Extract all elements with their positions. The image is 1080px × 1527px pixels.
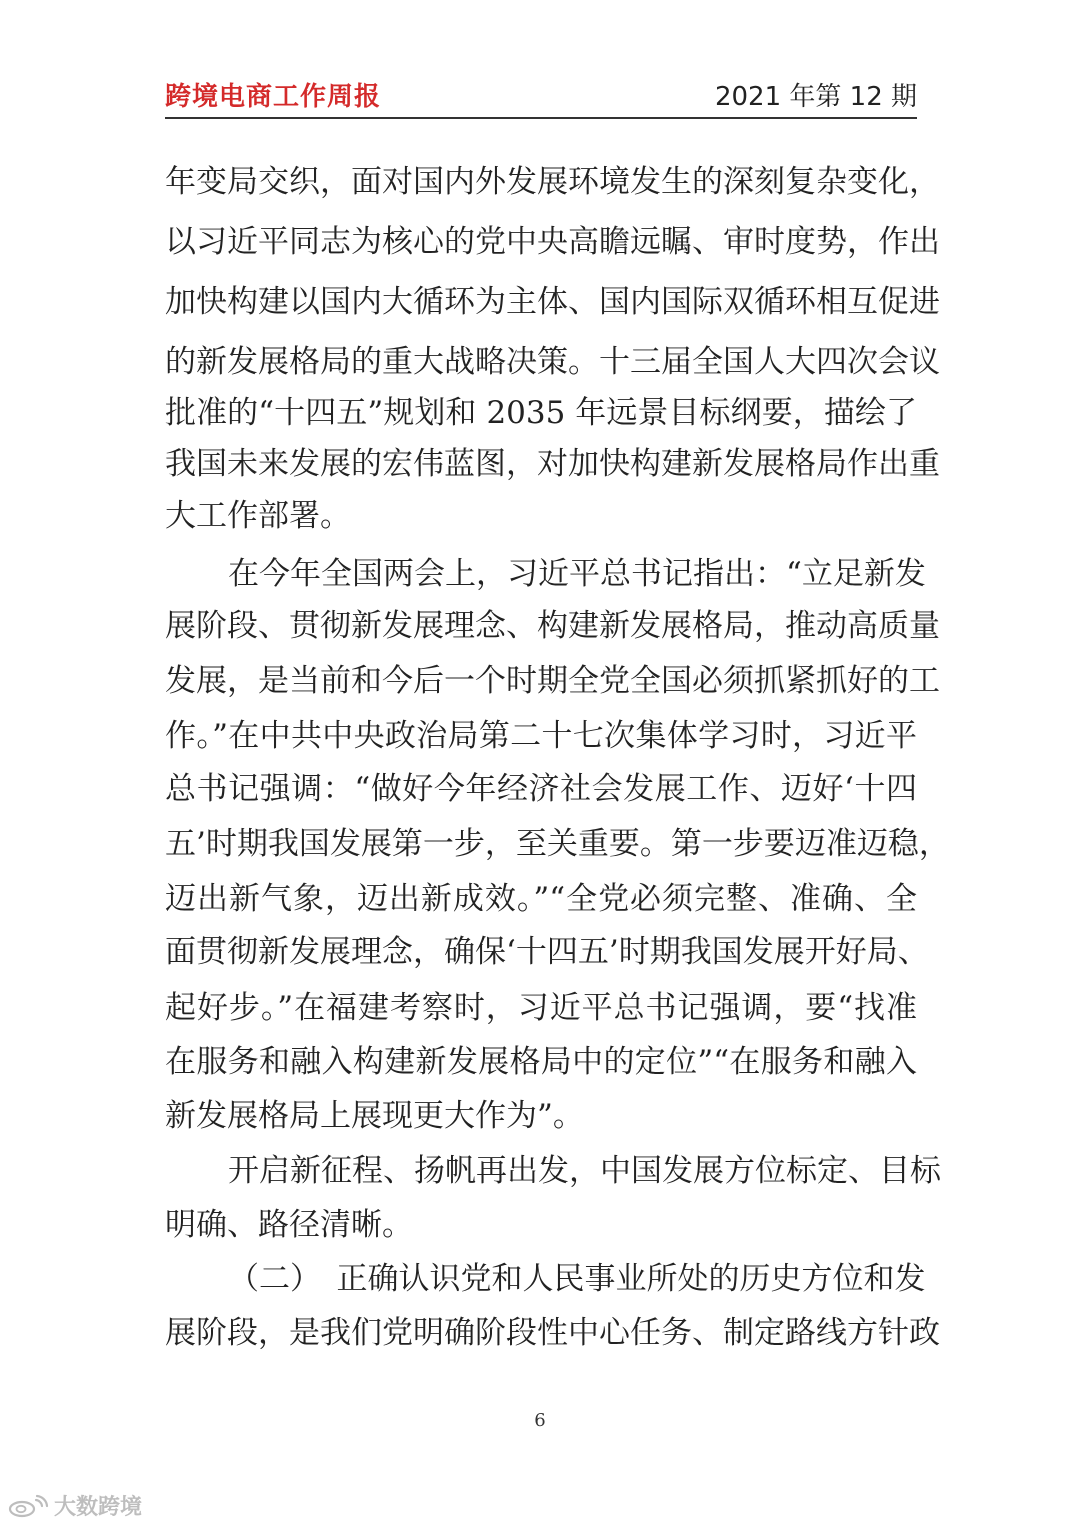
issue-number: 2021 年第 12 期: [714, 82, 917, 112]
weibo-logo-icon: [6, 1494, 50, 1518]
body-line: 面贯彻新发展理念，确保‘十四五’时期我国发展开好局、: [165, 934, 929, 970]
watermark: [6, 1490, 142, 1521]
body-line: 起好步。”在福建考察时，习近平总书记强调，要“找准: [165, 990, 917, 1026]
body-line: 明确、路径清晰。: [165, 1207, 413, 1243]
page-number: 6: [534, 1410, 546, 1431]
body-line: 发展，是当前和今后一个时期全党全国必须抓紧抓好的工: [165, 663, 940, 699]
body-line: 我国未来发展的宏伟蓝图，对加快构建新发展格局作出重: [165, 446, 940, 482]
body-line: 的新发展格局的重大战略决策。十三届全国人大四次会议: [165, 344, 940, 380]
body-line: 迈出新气象，迈出新成效。”“全党必须完整、准确、全: [165, 881, 917, 917]
body-line: 加快构建以国内大循环为主体、国内国际双循环相互促进: [165, 284, 940, 320]
header-divider: [165, 117, 917, 119]
body-line: 总书记强调：“做好今年经济社会发展工作、迈好‘十四: [165, 771, 917, 807]
body-line: 在服务和融入构建新发展格局中的定位”“在服务和融入: [165, 1044, 917, 1080]
publication-title: 跨境电商工作周报: [165, 82, 382, 112]
body-line: 作。”在中共中央政治局第二十七次集体学习时，习近平: [165, 718, 917, 754]
body-line: 以习近平同志为核心的党中央高瞻远瞩、审时度势，作出: [165, 224, 940, 260]
body-line: 在今年全国两会上，习近平总书记指出：“立足新发: [228, 556, 926, 592]
watermark-label: 大数跨境: [54, 1495, 143, 1520]
body-line: 批准的“十四五”规划和 2035 年远景目标纲要，描绘了: [165, 395, 917, 431]
body-line: 展阶段，是我们党明确阶段性中心任务、制定路线方针政: [165, 1315, 940, 1351]
body-line: 大工作部署。: [165, 498, 351, 534]
body-line: 年变局交织，面对国内外发展环境发生的深刻复杂变化，: [165, 164, 940, 200]
body-line: 展阶段、贯彻新发展理念、构建新发展格局，推动高质量: [165, 608, 940, 644]
body-line: 五’时期我国发展第一步，至关重要。第一步要迈准迈稳，: [165, 826, 950, 862]
body-line: 开启新征程、扬帆再出发，中国发展方位标定、目标: [228, 1153, 941, 1189]
page-header: [165, 76, 917, 116]
body-line: （二） 正确认识党和人民事业所处的历史方位和发: [228, 1261, 926, 1297]
body-line: 新发展格局上展现更大作为”。: [165, 1098, 584, 1134]
